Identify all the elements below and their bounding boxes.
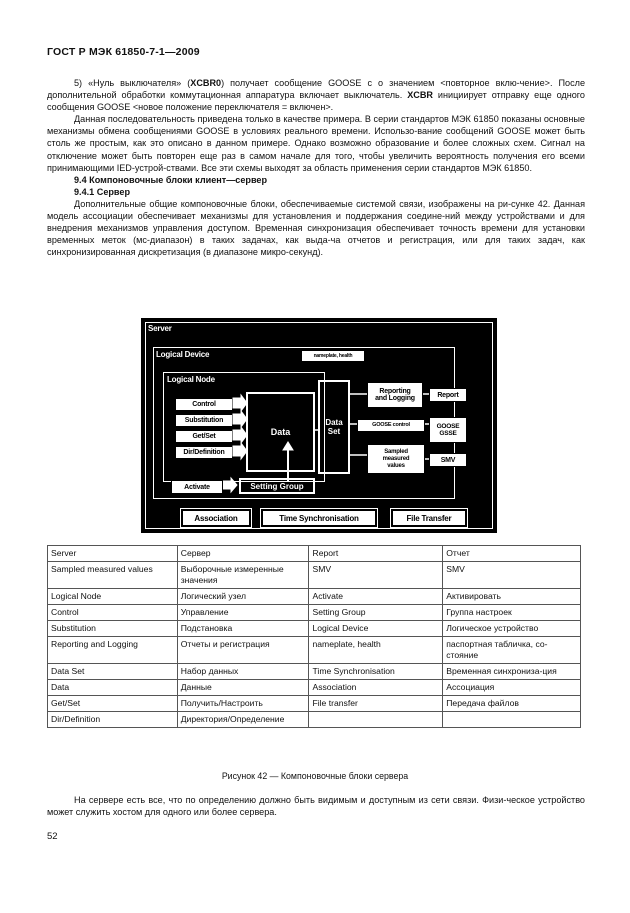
arrow-substitution [233, 411, 247, 427]
activate-box: Activate [171, 480, 223, 494]
table-cell: Логический узел [177, 589, 309, 605]
arrow-activate [223, 478, 237, 492]
text-block-top [47, 77, 585, 258]
paragraph-2: Данная последовательность приведена только в качестве примера. В серии стандартов МЭК 61850 показаны основные механизмы обмена сообщениями GOOSE в условиях реального времени. Использо-вание сообщений GOOSE может быть столь же простым, как это описано в данном примере. Однако возможно образование и более сложных схем. Сигнал на отключение может быть повторен еще раз в самом начале для того, чтобы увеличить вероятность получения его всеми принимающими IED-устрой-ствами. Все эти схемы выходят за область применения серии стандартов МЭК 61850. [47, 114, 585, 173]
paragraph-3: Дополнительные общие компоновочные блоки, обеспечиваемые системой связи, изображены на ри-сунке 42. Данная модель ассоциации обеспечивает механизмы для установления и поддержания соедине-ний между устройствами и для внедрения механизмов управления доступом. Временная синхронизация обеспечивает точность времени для установки временных меток (мс-диапазон) в таких задачах, как выда-ча отчетов и регистрация, или для таких задач, как синхронизированная дискретизация (в диапазоне микро-секунд). [47, 198, 585, 258]
nameplate-box: nameplate, health [301, 350, 365, 362]
server-diagram [141, 318, 497, 533]
sampled-label-2: measured [382, 455, 410, 462]
document-header: ГОСТ Р МЭК 61850-7-1—2009 [47, 46, 200, 58]
dataset-box [318, 380, 350, 474]
table-row [48, 696, 581, 712]
table-cell: Activate [309, 589, 443, 605]
logical-device-label: Logical Device [156, 350, 210, 359]
table-cell: Reporting and Logging [48, 637, 178, 664]
dataset-label-1: Data [325, 418, 343, 427]
table-cell [443, 712, 581, 728]
table-row [48, 605, 581, 621]
table-cell: Association [309, 680, 443, 696]
paragraph-1: 5) «Нуль выключателя» (XCBR0) получает сообщение GOOSE с о значением <повторное вклю-чение>. После дополнительной обработки коммутационная аппаратура включает выключатель. XCBR инициирует отправку еще одного сообщения GOOSE <новое положение переключателя = включен>. [47, 78, 585, 113]
table-row [48, 664, 581, 680]
file-transfer-box: File Transfer [391, 509, 467, 527]
glossary-table [47, 545, 581, 728]
table-row [48, 712, 581, 728]
dataset-label-2: Set [327, 427, 341, 436]
table-cell: Data [48, 680, 178, 696]
table-cell: Получить/Настроить [177, 696, 309, 712]
time-sync-box: Time Synchronisation [261, 509, 377, 527]
reporting-label-2: and Logging [375, 395, 415, 402]
arrow-getset [233, 427, 247, 443]
control-box: Control [175, 398, 233, 411]
table-cell: nameplate, health [309, 637, 443, 664]
table-cell: Ассоциация [443, 680, 581, 696]
table-cell: Активировать [443, 589, 581, 605]
sampled-label-3: values [387, 462, 405, 469]
table-cell: Get/Set [48, 696, 178, 712]
substitution-box: Substitution [175, 414, 233, 427]
table-row [48, 637, 581, 664]
dirdef-box: Dir/Definition [175, 446, 233, 459]
table-cell: Отчеты и регистрация [177, 637, 309, 664]
table-cell: Группа настроек [443, 605, 581, 621]
table-cell: Logical Node [48, 589, 178, 605]
server-label: Server [148, 324, 172, 333]
report-box: Report [429, 388, 467, 402]
data-box: Data [246, 392, 315, 472]
table-row [48, 680, 581, 696]
table-cell: Управление [177, 605, 309, 621]
table-cell: Выборочные измеренные значения [177, 562, 309, 589]
table-cell: Набор данных [177, 664, 309, 680]
table-cell: паспортная табличка, со-стояние [443, 637, 581, 664]
table-cell: Директория/Определение [177, 712, 309, 728]
table-cell: Временная синхрониза-ция [443, 664, 581, 680]
sampled-values-box [367, 444, 425, 474]
table-cell: Сервер [177, 546, 309, 562]
paragraph-4: На сервере есть все, что по определению должно быть видимым и доступным из сети связи. Физи-ческое устройство может служить хостом для одного или более сервера. [47, 795, 585, 818]
table-cell: SMV [309, 562, 443, 589]
arrow-dirdef [233, 443, 247, 459]
arrow-control [233, 395, 247, 411]
sampled-label-1: Sampled [384, 448, 408, 455]
section-heading: 9.4 Компоновочные блоки клиент—сервер [74, 174, 268, 185]
table-cell: Подстановка [177, 621, 309, 637]
table-row [48, 621, 581, 637]
logical-node-label: Logical Node [167, 375, 215, 384]
reporting-logging-box [367, 382, 423, 408]
table-row [48, 589, 581, 605]
gsse-label: GSSE [439, 430, 457, 437]
table-cell: Report [309, 546, 443, 562]
table-cell: Dir/Definition [48, 712, 178, 728]
table-cell: Setting Group [309, 605, 443, 621]
table-cell: Отчет [443, 546, 581, 562]
reporting-label-1: Reporting [379, 388, 411, 395]
table-cell: Передача файлов [443, 696, 581, 712]
table-row [48, 546, 581, 562]
text-block-bottom [47, 794, 585, 818]
setting-group-box: Setting Group [239, 478, 315, 494]
table-cell: Sampled measured values [48, 562, 178, 589]
goose-label: GOOSE [436, 423, 460, 430]
subsection-heading: 9.4.1 Сервер [74, 186, 131, 197]
table-cell: Data Set [48, 664, 178, 680]
figure-caption: Рисунок 42 — Компоновочные блоки сервера [221, 771, 409, 781]
table-cell: Logical Device [309, 621, 443, 637]
page-number: 52 [47, 831, 58, 842]
goose-gsse-box [429, 417, 467, 443]
table-cell: Логическое устройство [443, 621, 581, 637]
table-cell: Control [48, 605, 178, 621]
table-cell: Time Synchronisation [309, 664, 443, 680]
smv-box: SMV [429, 453, 467, 467]
association-box: Association [181, 509, 251, 527]
table-cell: Данные [177, 680, 309, 696]
goose-control-box: GOOSE control [357, 419, 425, 432]
table-cell: Server [48, 546, 178, 562]
table-cell [309, 712, 443, 728]
table-cell: SMV [443, 562, 581, 589]
table-cell: File transfer [309, 696, 443, 712]
getset-box: Get/Set [175, 430, 233, 443]
table-row [48, 562, 581, 589]
table-cell: Substitution [48, 621, 178, 637]
